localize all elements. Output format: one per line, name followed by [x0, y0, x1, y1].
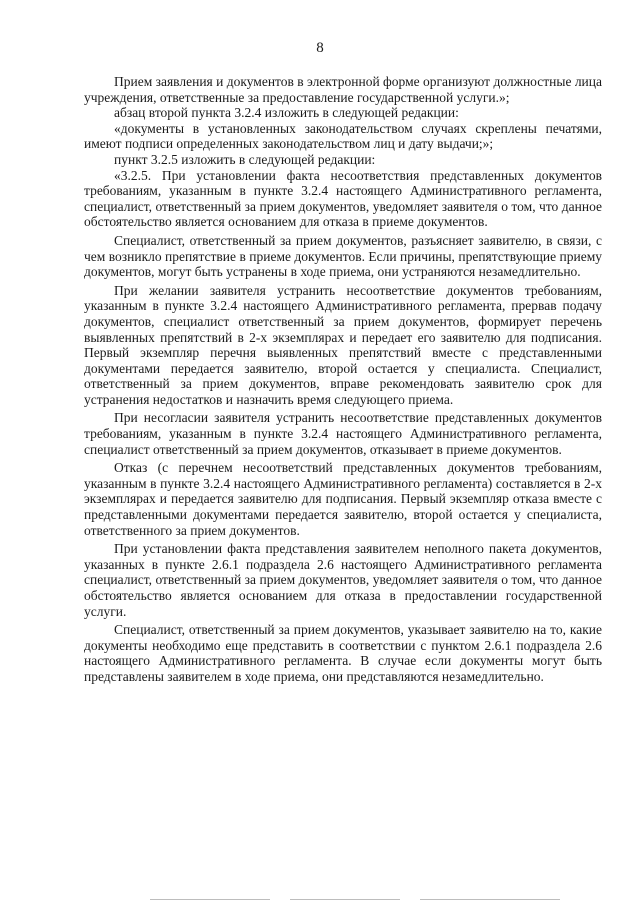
- paragraph: абзац второй пункта 3.2.4 изложить в следующей редакции:: [114, 105, 459, 121]
- page-number: 8: [316, 40, 324, 56]
- scan-artifact-line: [150, 899, 270, 900]
- paragraph: пункт 3.2.5 изложить в следующей редакции:: [114, 151, 376, 167]
- scan-artifact-line: [420, 899, 560, 900]
- document-body: [84, 74, 602, 688]
- paragraph: При несогласии заявителя устранить несоответствие представленных документов требованиям, указанным в пункте 3.2.4 настоящего Административного регламента, специалист ответственный за прием документов, отказывает в приеме документов.: [84, 410, 602, 457]
- paragraph: Отказ (с перечнем несоответствий представленных документов требованиям, указанным в пункте 3.2.4 настоящего Административного регламента) составляется в 2-х экземплярах и передается заявителю для подписания. Первый экземпляр отказа вместе с представленными документами передается заявителю, второй остается у специалиста, ответственного за прием документов.: [84, 460, 602, 538]
- scan-artifact-line: [290, 899, 400, 900]
- paragraph: При установлении факта представления заявителем неполного пакета документов, указанных в пункте 2.6.1 подраздела 2.6 настоящего Административного регламента специалист, ответственный за прием документов, уведомляет заявителя о том, что данное обстоятельство является основанием для отказа в предоставлении государственной услуги.: [84, 541, 602, 619]
- paragraph: Специалист, ответственный за прием документов, разъясняет заявителю, в связи, с чем возникло препятствие в приеме документов. Если причины, препятствующие приему документов, могут быть устранены в ходе приема, они устраняются незамедлительно.: [84, 232, 602, 280]
- paragraph: Специалист, ответственный за прием документов, указывает заявителю на то, какие документы необходимо еще представить в соответствии с пунктом 2.6.1 подраздела 2.6 настоящего Административного регламента. В случае если документы могут быть представлены заявителем в ходе приема, они представляются незамедлительно.: [84, 622, 602, 684]
- paragraph: При желании заявителя устранить несоответствие документов требованиям, указанным в пункте 3.2.4 настоящего Административного регламента, прервав подачу документов, специалист ответственный за прием документов, формирует перечень выявленных препятствий в 2-х экземплярах и передает его заявителю для подписания. Первый экземпляр перечня выявленных препятствий вместе с представленными документами передается заявителю, второй остается у специалиста. Специалист, ответственный за прием документов, вправе рекомендовать заявителю срок для устранения недостатков и назначить время следующего приема.: [84, 282, 602, 407]
- paragraph: «документы в установленных законодательством случаях скреплены печатями, имеют подписи определенных законодательством лиц и дату выдачи;»;: [84, 120, 602, 152]
- paragraph: Прием заявления и документов в электронной форме организуют должностные лица учреждения, ответственные за предоставление государственной услуги.»;: [84, 74, 602, 105]
- paragraph: «3.2.5. При установлении факта несоответствия представленных документов требованиям, указанным в пункте 3.2.4 настоящего Административного регламента, специалист, ответственный за прием документов, уведомляет заявителя о том, что данное обстоятельство является основанием для отказа в приеме документов.: [84, 167, 602, 230]
